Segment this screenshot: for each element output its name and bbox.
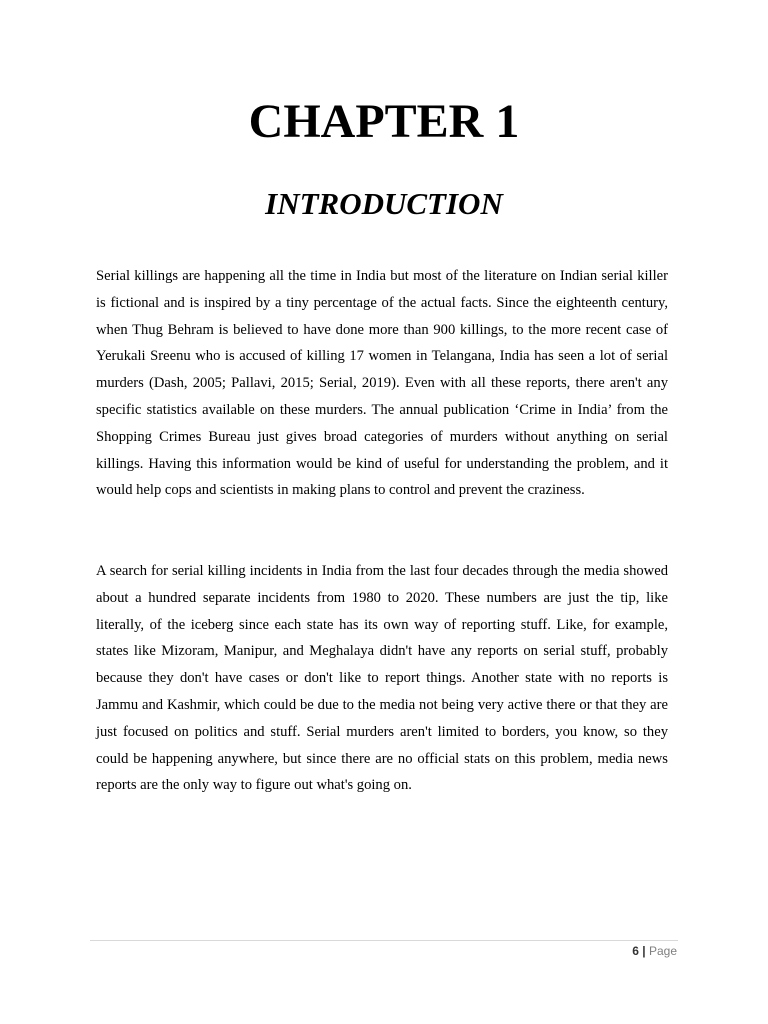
body-paragraph-2: A search for serial killing incidents in India from the last four decades through the media showed about a hundred separate incidents from 1980 to 2020. These numbers are just the tip, like literally, of the iceberg since each state has its own way of reporting stuff. Like, for example, states like Mizoram, Manipur, and Meghalaya didn't have any reports on serial stuff, probably because they don't have cases or don't like to report things. Another state with no reports is Jammu and Kashmir, which could be due to the media not being very active there or that they are just focused on politics and stuff. Serial murders aren't limited to borders, you know, so they could be happening anywhere, but since there are no official stats on this problem, media news reports are the only way to figure out what's going on. xyxy=(96,563,668,794)
page-footer xyxy=(632,942,677,960)
section-title: INTRODUCTION xyxy=(265,186,503,221)
chapter-title: CHAPTER 1 xyxy=(248,95,520,148)
page-separator: | xyxy=(642,944,646,958)
page-label: Page xyxy=(648,944,677,958)
footer-divider xyxy=(90,940,678,941)
body-paragraph-1: Serial killings are happening all the time in India but most of the literature on Indian serial killer is fictional and is inspired by a tiny percentage of the actual facts. Since the eighteenth century, when Thug Behram is believed to have done more than 900 killings, to the more recent case of Yerukali Sreenu who is accused of killing 17 women in Telangana, India has seen a lot of serial murders (Dash, 2005; Pallavi, 2015; Serial, 2019). Even with all these reports, there aren't any specific statistics available on these murders. The annual publication ‘Crime in India’ from the Shopping Crimes Bureau just gives broad categories of murders without anything on serial killings. Having this information would be kind of useful for understanding the problem, and it would help cops and scientists in making plans to control and prevent the craziness. xyxy=(96,268,668,499)
page-number: 6 xyxy=(632,944,639,958)
